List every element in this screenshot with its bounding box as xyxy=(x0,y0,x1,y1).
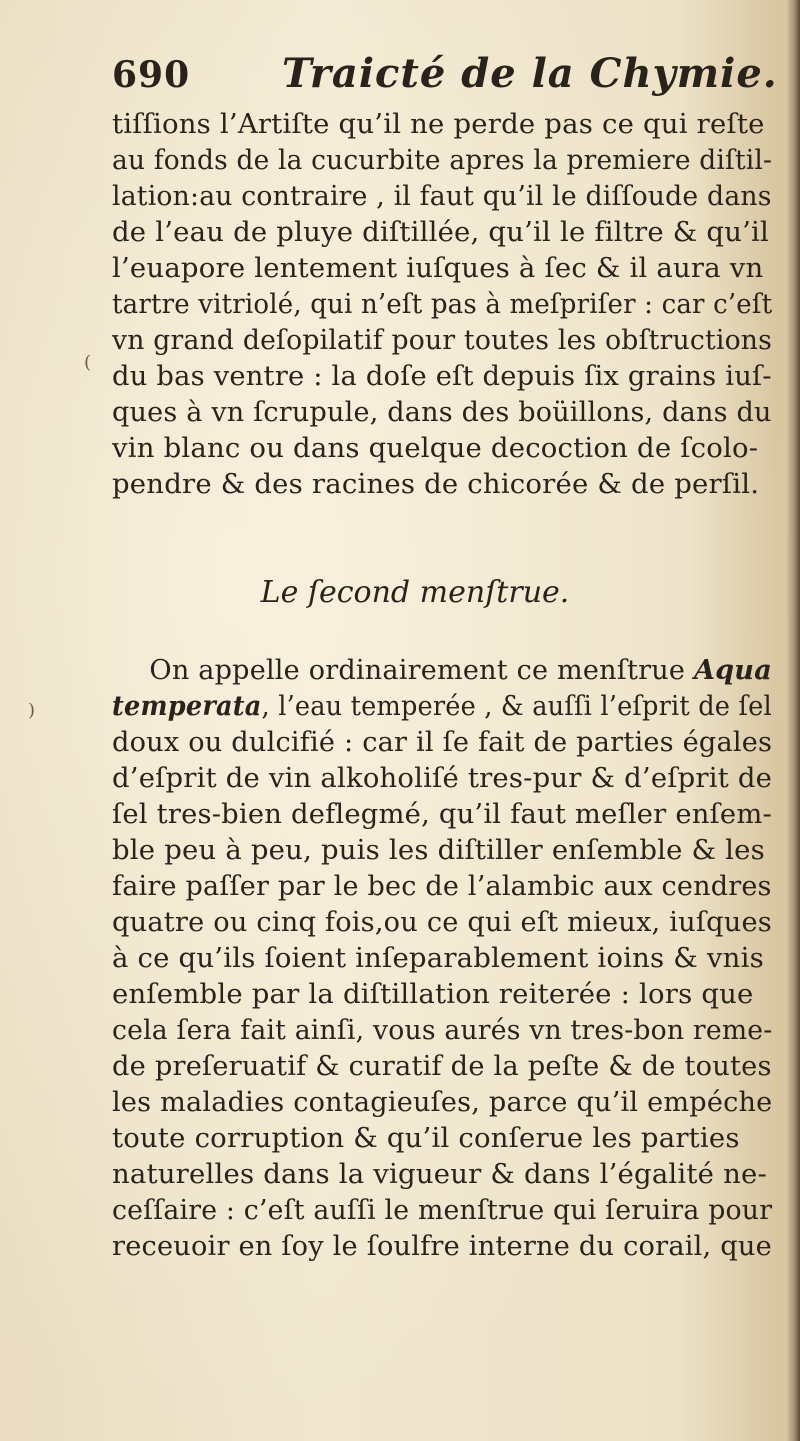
text-line: enſemble par la diſtillation reiterée : lors que xyxy=(112,978,754,1010)
text-line-second-rest: , l’eau temperée , & auſſi l’eſprit de ſel xyxy=(261,690,772,722)
text-line: receuoir en ſoy le ſoulfre interne du corail, que xyxy=(112,1230,772,1262)
text-line: lation:au contraire , il faut qu’il le diſſoude dans xyxy=(112,180,772,212)
text-line: tartre vitriolé, qui n’eſt pas à meſpriſer : car c’eſt xyxy=(112,288,773,320)
text-line: pendre & des racines de chicorée & de perſil. xyxy=(112,468,760,500)
paragraph-2 xyxy=(112,652,772,1264)
text-line: ble peu à peu, puis les diſtiller enſemble & les xyxy=(112,834,765,866)
text-line: l’euapore lentement iuſques à ſec & il aura vn xyxy=(112,252,764,284)
text-line: de preſeruatif & curatif de la peſte & de toutes xyxy=(112,1050,772,1082)
text-line: les maladies contagieuſes, parce qu’il empéche xyxy=(112,1086,773,1118)
latin-term-part1: Aqua xyxy=(693,654,772,686)
text-line: ſel tres-bien deflegmé, qu’il faut meſler enſem- xyxy=(112,798,772,830)
text-line: à ce qu’ils ſoient inſeparablement ioins & vnis xyxy=(112,942,764,974)
latin-term-part2: temperata xyxy=(112,690,262,722)
text-line: doux ou dulcifié : car il ſe fait de parties égales xyxy=(112,726,773,758)
text-line: au fonds de la cucurbite apres la premiere diſtil- xyxy=(112,144,773,176)
section-heading: Le ſecond menſtrue. xyxy=(260,575,570,610)
paragraph-1 xyxy=(112,106,772,502)
text-line: cela ſera fait ainſi, vous aurés vn tres-bon reme- xyxy=(112,1014,773,1046)
text-line: toute corruption & qu’il conſerue les parties xyxy=(112,1122,740,1154)
text-line: d’eſprit de vin alkoholiſé tres-pur & d’eſprit de xyxy=(112,762,773,794)
text-line: ques à vn ſcrupule, dans des boüillons, dans du xyxy=(112,396,772,428)
text-line-second xyxy=(112,688,772,724)
margin-mark: ) xyxy=(28,700,36,721)
page-edge-shadow xyxy=(786,0,800,1441)
text-line: ceſſaire : c’eſt auſſi le menſtrue qui ſeruira pour xyxy=(112,1194,773,1226)
text-line-first xyxy=(112,652,772,688)
page-number: 690 xyxy=(112,54,191,96)
text-line: vin blanc ou dans quelque decoction de ſcolo- xyxy=(112,432,759,464)
text-line: du bas ventre : la doſe eſt depuis ſix grains iuſ- xyxy=(112,360,772,392)
text-line: faire paſſer par le bec de l’alambic aux cendres xyxy=(112,870,772,902)
text-line: tiſſions l’Artiſte qu’il ne perde pas ce qui reſte xyxy=(112,108,765,140)
page-header xyxy=(112,48,778,98)
text-line-first-start: On appelle ordinairement ce menſtrue xyxy=(149,654,694,686)
text-line: vn grand deſopilatif pour toutes les obſtructions xyxy=(112,324,773,356)
running-title: Traicté de la Chymie. xyxy=(282,50,778,97)
text-line: de l’eau de pluye diſtillée, qu’il le filtre & qu’il xyxy=(112,216,770,248)
margin-mark: ( xyxy=(84,352,92,373)
text-line: quatre ou cinq fois,ou ce qui eſt mieux, iuſques xyxy=(112,906,772,938)
text-line: naturelles dans la vigueur & dans l’égalité ne- xyxy=(112,1158,767,1190)
